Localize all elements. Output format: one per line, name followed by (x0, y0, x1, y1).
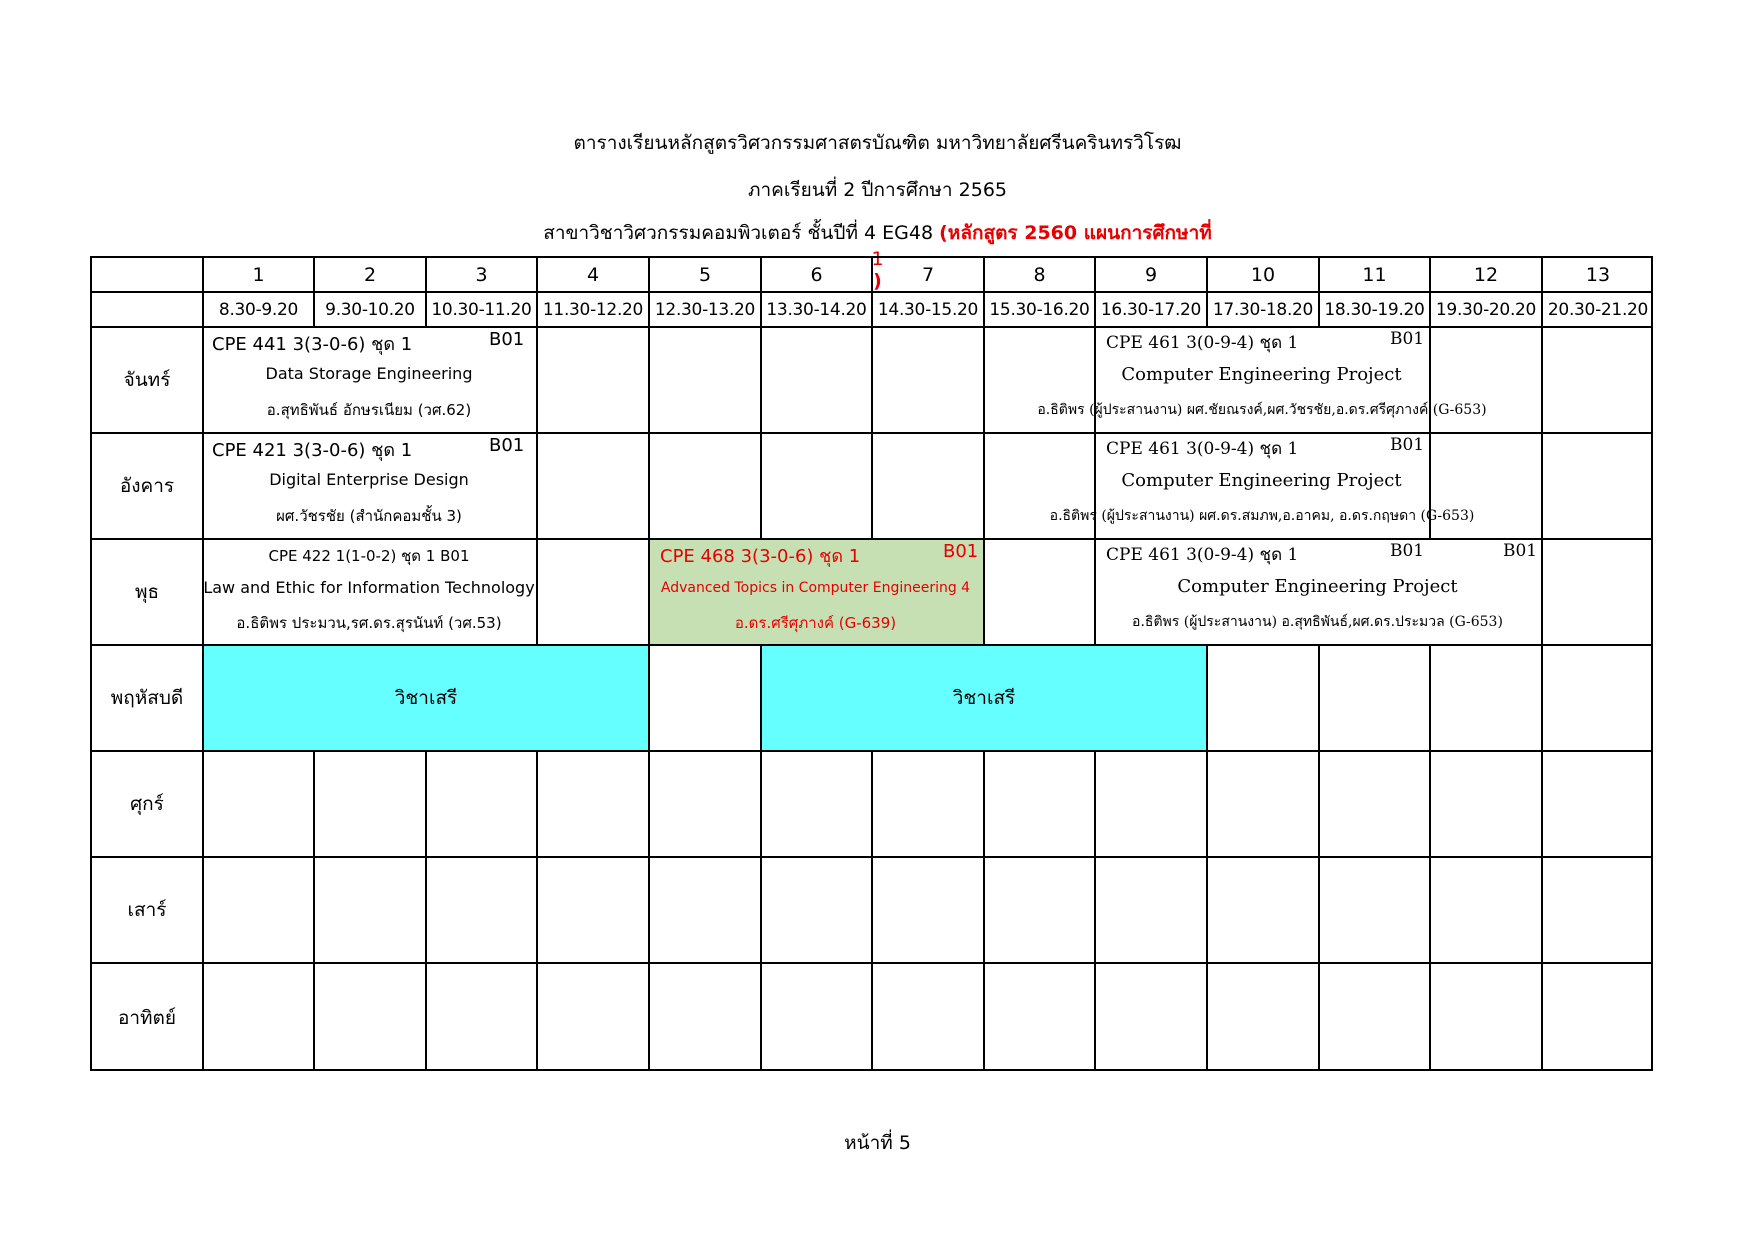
day-label: เสาร์ (90, 856, 202, 962)
empty-cell (536, 432, 648, 538)
empty-cell (983, 962, 1094, 1071)
empty-cell (648, 750, 760, 856)
course-teacher: อ.ธิติพร (ผู้ประสานงาน) ผศ.ดร.สมภพ,อ.อาคม, อ.ดร.กฤษดา (G-653) (1049, 508, 1475, 524)
empty-cell (536, 962, 648, 1071)
empty-cell (313, 856, 425, 962)
period-number: 11 (1318, 256, 1429, 291)
period-number: 9 (1094, 256, 1206, 291)
empty-cell (313, 962, 425, 1071)
course-code: CPE 441 3(3-0-6) ชุด 1 (212, 334, 413, 355)
course-section: B01 (1390, 435, 1425, 455)
period-number: 5 (648, 256, 760, 291)
course-section: B01 (1503, 541, 1538, 561)
empty-cell (1429, 856, 1541, 962)
period-time: 17.30-18.20 (1206, 291, 1318, 326)
course-code: CPE 422 1(1-0-2) ชุด 1 B01 (268, 547, 470, 565)
period-number: 4 (536, 256, 648, 291)
empty-cell (1318, 856, 1429, 962)
empty-cell (648, 326, 760, 432)
empty-cell (1206, 962, 1318, 1071)
period-number: 3 (425, 256, 536, 291)
empty-cell (760, 326, 871, 432)
period-number: 6 (760, 256, 871, 291)
period-number: 13 (1541, 256, 1653, 291)
empty-cell (1429, 962, 1541, 1071)
empty-cell (871, 856, 983, 962)
empty-cell (1206, 644, 1318, 750)
empty-cell (648, 644, 760, 750)
empty-cell (202, 856, 313, 962)
elective-block: วิชาเสรี (760, 644, 1206, 750)
empty-cell (871, 962, 983, 1071)
course-code: CPE 461 3(0-9-4) ชุด 1 (1106, 333, 1299, 353)
empty-cell (1318, 962, 1429, 1071)
day-label: พฤหัสบดี (90, 644, 202, 750)
day-label: ศุกร์ (90, 750, 202, 856)
period-time: 14.30-15.20 (871, 291, 983, 326)
empty-cell (313, 750, 425, 856)
period-number: 12 (1429, 256, 1541, 291)
curriculum-note: (หลักสูตร 2560 แผนการศึกษาที่ 1 ) (871, 222, 1212, 292)
course-teacher: อ.ธิติพร (ผู้ประสานงาน) ผศ.ชัยณรงค์,ผศ.วัชรชัย,อ.ดร.ศรีศุภางค์ (G-653) (1037, 402, 1487, 418)
course-code: CPE 468 3(3-0-6) ชุด 1 (660, 546, 861, 567)
empty-cell (1541, 644, 1653, 750)
period-number: 7 (871, 256, 983, 291)
empty-cell (983, 750, 1094, 856)
period-number: 2 (313, 256, 425, 291)
empty-cell (1206, 750, 1318, 856)
empty-cell (425, 856, 536, 962)
empty-cell (425, 962, 536, 1071)
course-section: B01 (489, 329, 525, 350)
day-label: อาทิตย์ (90, 962, 202, 1071)
empty-cell (760, 856, 871, 962)
empty-cell (983, 538, 1094, 644)
empty-cell (1094, 962, 1206, 1071)
period-time: 16.30-17.20 (1094, 291, 1206, 326)
day-label: อังคาร (90, 432, 202, 538)
empty-cell (1318, 644, 1429, 750)
empty-cell (760, 750, 871, 856)
empty-cell (648, 856, 760, 962)
period-time: 13.30-14.20 (760, 291, 871, 326)
period-time: 12.30-13.20 (648, 291, 760, 326)
period-number: 1 (202, 256, 313, 291)
corner-cell (90, 256, 202, 291)
course-name: Data Storage Engineering (265, 364, 473, 383)
empty-cell (1206, 856, 1318, 962)
title-line-2: ภาคเรียนที่ 2 ปีการศึกษา 2565 (747, 179, 1007, 201)
empty-cell (536, 326, 648, 432)
course-section: B01 (1390, 329, 1425, 349)
course-teacher: อ.ธิติพร (ผู้ประสานงาน) อ.สุทธิพันธ์,ผศ.ดร.ประมวล (G-653) (1132, 614, 1503, 630)
course-name: Computer Engineering Project (1121, 364, 1402, 385)
empty-cell (1318, 750, 1429, 856)
period-number: 8 (983, 256, 1094, 291)
empty-cell (648, 962, 760, 1071)
course-name: Computer Engineering Project (1121, 470, 1402, 491)
period-time: 20.30-21.20 (1541, 291, 1653, 326)
empty-cell (1541, 856, 1653, 962)
empty-cell (1094, 856, 1206, 962)
elective-block: วิชาเสรี (202, 644, 648, 750)
empty-cell (425, 750, 536, 856)
empty-cell (536, 856, 648, 962)
day-label: พุธ (90, 538, 202, 644)
page-number: หน้าที่ 5 (844, 1132, 911, 1154)
period-time: 8.30-9.20 (202, 291, 313, 326)
period-time: 18.30-19.20 (1318, 291, 1429, 326)
period-time: 19.30-20.20 (1429, 291, 1541, 326)
empty-cell (983, 856, 1094, 962)
empty-cell (1429, 750, 1541, 856)
course-code: CPE 421 3(3-0-6) ชุด 1 (212, 440, 413, 461)
empty-cell (1541, 962, 1653, 1071)
empty-cell (536, 750, 648, 856)
course-section: B01 (943, 541, 979, 562)
course-code: CPE 461 3(0-9-4) ชุด 1 (1106, 439, 1299, 459)
empty-cell (760, 962, 871, 1071)
course-teacher: อ.สุทธิพันธ์ อักษรเนียม (วศ.62) (266, 401, 472, 419)
empty-cell (871, 750, 983, 856)
period-time: 10.30-11.20 (425, 291, 536, 326)
timetable-grid (90, 256, 1653, 1071)
empty-cell (1541, 750, 1653, 856)
period-time: 9.30-10.20 (313, 291, 425, 326)
day-label: จันทร์ (90, 326, 202, 432)
course-section: B01 (489, 435, 525, 456)
empty-cell (202, 962, 313, 1071)
empty-cell (1541, 538, 1653, 644)
empty-cell (648, 432, 760, 538)
course-name: Computer Engineering Project (1177, 576, 1458, 597)
title-line-1: ตารางเรียนหลักสูตรวิศวกรรมศาสตรบัณฑิต มหาวิทยาลัยศรีนครินทรวิโรฒ (573, 132, 1182, 154)
course-code: CPE 461 3(0-9-4) ชุด 1 (1106, 545, 1299, 565)
course-teacher: ผศ.วัชรชัย (สำนักคอมชั้น 3) (276, 507, 462, 525)
empty-cell (1429, 644, 1541, 750)
empty-cell (1094, 750, 1206, 856)
course-teacher: อ.ดร.ศรีศุภางค์ (G-639) (734, 614, 897, 632)
course-name: Advanced Topics in Computer Engineering 4 (660, 580, 971, 596)
corner-cell (90, 291, 202, 326)
course-teacher: อ.ธิติพร ประมวน,รศ.ดร.สุรนันท์ (วศ.53) (236, 614, 502, 632)
empty-cell (760, 432, 871, 538)
period-number: 10 (1206, 256, 1318, 291)
course-section: B01 (1390, 541, 1425, 561)
course-name: Digital Enterprise Design (269, 470, 469, 489)
empty-cell (202, 750, 313, 856)
period-time: 15.30-16.20 (983, 291, 1094, 326)
course-name: Law and Ethic for Information Technology (203, 578, 535, 597)
program-year: สาขาวิชาวิศวกรรมคอมพิวเตอร์ ชั้นปีที่ 4 EG48 (543, 222, 940, 244)
period-time: 11.30-12.20 (536, 291, 648, 326)
empty-cell (536, 538, 648, 644)
